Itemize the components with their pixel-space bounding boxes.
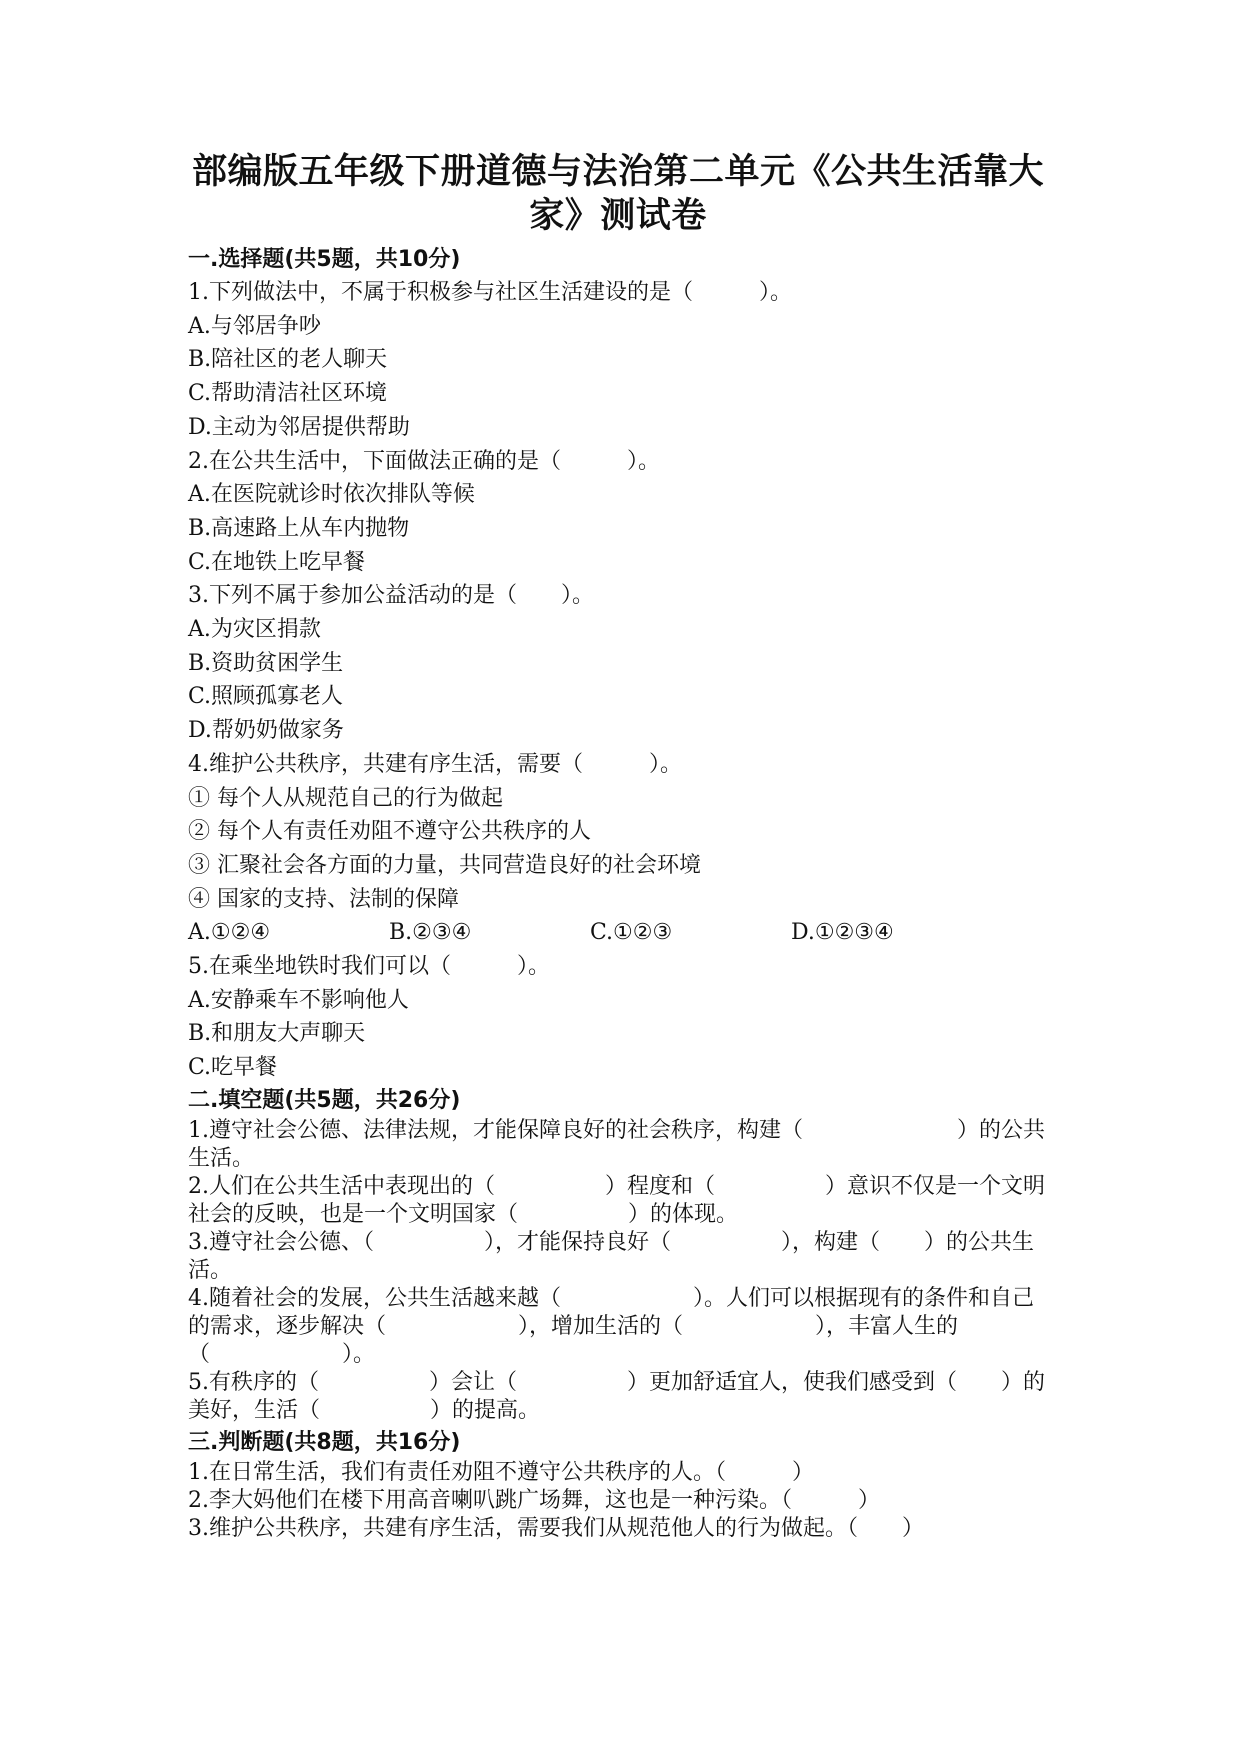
option-c: C.吃早餐: [188, 1055, 278, 1081]
option-b: B.陪社区的老人聊天: [188, 347, 388, 373]
condition-2: ② 每个人有责任劝阻不遵守公共秩序的人: [188, 819, 591, 845]
fill-question-1: 1.遵守社会公德、法律法规，才能保障良好的社会秩序，构建（ ）的公共生活。: [188, 1117, 1045, 1171]
option-a: A.安静乘车不影响他人: [188, 987, 409, 1013]
question-1: [188, 276, 1048, 445]
section-judge: [188, 1427, 1048, 1543]
option-b: B.资助贫困学生: [188, 650, 344, 676]
question-stem: 1.下列做法中，不属于积极参与社区生活建设的是（ ）。: [188, 280, 792, 305]
option-a: A.与邻居争吵: [188, 313, 321, 339]
option-d: D.帮奶奶做家务: [188, 718, 344, 744]
question-stem: 5.在乘坐地铁时我们可以（ ）。: [188, 954, 550, 980]
option-b: B.和朋友大声聊天: [188, 1021, 366, 1047]
section-heading: 三.判断题(共8题，共16分): [188, 1429, 461, 1455]
option-b: B.②③④: [389, 920, 472, 946]
fill-question-4: 4.随着社会的发展，公共生活越来越（ ）。人们可以根据现有的条件和自己的需求，逐步解决（ ），增加生活的（ ），丰富人生的（ ）。: [188, 1285, 1034, 1367]
section-fill: [188, 1085, 1048, 1425]
question-stem: 3.下列不属于参加公益活动的是（ ）。: [188, 583, 594, 609]
section-choice: [188, 244, 1048, 1085]
option-a: A.①②④: [188, 920, 271, 946]
exam-page: [188, 150, 1048, 1543]
section-heading: 一.选择题(共5题，共10分): [188, 247, 461, 272]
condition-1: ① 每个人从规范自己的行为做起: [188, 785, 503, 811]
page-title: 部编版五年级下册道德与法治第二单元《公共生活靠大家》测试卷: [191, 152, 1044, 236]
section-heading: 二.填空题(共5题，共26分): [188, 1087, 461, 1113]
question-3: [188, 579, 1048, 748]
question-stem: 2.在公共生活中，下面做法正确的是（ ）。: [188, 448, 660, 474]
options-row: [188, 916, 1048, 950]
question-5: [188, 950, 1048, 1085]
option-d: D.①②③④: [791, 920, 894, 946]
fill-question-5: 5.有秩序的（ ）会让（ ）更加舒适宜人，使我们感受到（ ）的美好，生活（ ）的提高。: [188, 1369, 1045, 1423]
question-stem: 4.维护公共秩序，共建有序生活，需要（ ）。: [188, 751, 682, 777]
judge-question-2: 2.李大妈他们在楼下用高音喇叭跳广场舞，这也是一种污染。（ ）: [188, 1487, 880, 1513]
condition-3: ③ 汇聚社会各方面的力量，共同营造良好的社会环境: [188, 852, 701, 878]
judge-question-3: 3.维护公共秩序，共建有序生活，需要我们从规范他人的行为做起。（ ）: [188, 1515, 924, 1541]
option-c: C.①②③: [590, 920, 673, 946]
option-b: B.高速路上从车内抛物: [188, 515, 410, 541]
option-d: D.主动为邻居提供帮助: [188, 414, 410, 440]
option-c: C.在地铁上吃早餐: [188, 549, 366, 575]
option-a: A.在医院就诊时依次排队等候: [188, 482, 475, 508]
fill-question-2: 2.人们在公共生活中表现出的（ ）程度和（ ）意识不仅是一个文明社会的反映，也是一个文明国家（ ）的体现。: [188, 1173, 1045, 1227]
question-2: [188, 445, 1048, 580]
option-c: C.照顾孤寡老人: [188, 684, 344, 710]
condition-4: ④ 国家的支持、法制的保障: [188, 886, 459, 912]
option-a: A.为灾区捐款: [188, 617, 321, 643]
judge-question-1: 1.在日常生活，我们有责任劝阻不遵守公共秩序的人。（ ）: [188, 1459, 814, 1485]
option-c: C.帮助清洁社区环境: [188, 381, 388, 407]
fill-question-3: 3.遵守社会公德、（ ），才能保持良好（ ），构建（ ）的公共生活。: [188, 1229, 1034, 1283]
question-4: [188, 748, 1048, 950]
